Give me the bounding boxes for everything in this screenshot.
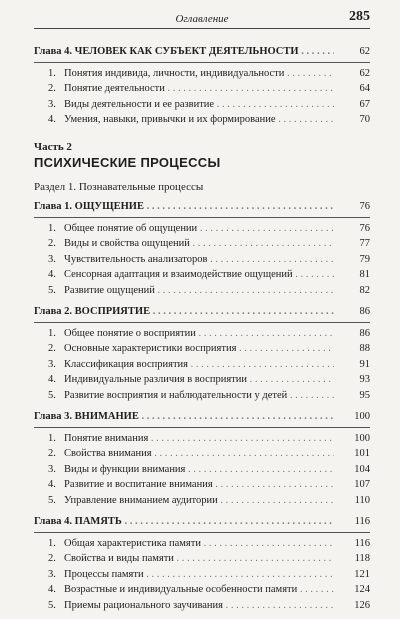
chapters-list bbox=[34, 199, 370, 619]
section-label: Сенсорная адаптация и взаимодействие ощущений bbox=[64, 269, 293, 280]
section-entry[interactable] bbox=[34, 567, 370, 583]
section-entry[interactable] bbox=[34, 551, 370, 567]
section-title bbox=[48, 341, 334, 357]
section-label: Общее понятие об ощущении bbox=[64, 222, 198, 234]
chapter-page: 116 bbox=[354, 516, 370, 527]
divider bbox=[34, 322, 370, 323]
section-number: 1. bbox=[48, 432, 56, 444]
section-entry[interactable] bbox=[34, 477, 370, 493]
section-entry[interactable] bbox=[34, 493, 370, 509]
chapter-entry[interactable] bbox=[34, 304, 370, 320]
section-page: 79 bbox=[359, 253, 370, 265]
section-label: Развитие ощущений bbox=[64, 284, 155, 296]
section-page: 82 bbox=[359, 284, 370, 296]
section-number: 2. bbox=[48, 83, 56, 94]
section-page: 64 bbox=[359, 83, 370, 94]
section-number: 1. bbox=[48, 222, 56, 234]
section-label: Классификация восприятия bbox=[64, 358, 188, 370]
section-page: 76 bbox=[359, 222, 370, 234]
section-number: 1. bbox=[48, 537, 56, 549]
section-label: Чувствительность анализаторов bbox=[64, 253, 208, 265]
section-entry[interactable] bbox=[34, 112, 370, 128]
section-label: Общая характеристика памяти bbox=[64, 537, 201, 549]
page-header bbox=[34, 8, 370, 30]
section-number: 2. bbox=[48, 343, 56, 354]
section-title bbox=[48, 236, 334, 252]
section-number: 3. bbox=[48, 568, 56, 580]
section-title bbox=[48, 536, 334, 552]
section-label: Свойства и виды памяти bbox=[64, 553, 174, 564]
section-page: 81 bbox=[359, 269, 370, 280]
section-entry[interactable] bbox=[34, 388, 370, 404]
header-rule bbox=[34, 28, 370, 29]
section-title bbox=[48, 81, 334, 97]
section-label: Виды деятельности и ее развитие bbox=[64, 98, 215, 110]
section-number: 5. bbox=[48, 494, 56, 506]
section-title bbox=[48, 551, 334, 567]
chapter-title: Глава 4. ПАМЯТЬ . . . bbox=[34, 514, 334, 530]
chapter-title: Глава 2. ВОСПРИЯТИЕ . . . bbox=[34, 304, 334, 320]
section-page: 67 bbox=[359, 98, 370, 110]
section-entry[interactable] bbox=[34, 341, 370, 357]
section-entry[interactable] bbox=[34, 97, 370, 113]
section-title bbox=[48, 252, 334, 268]
section-entry[interactable] bbox=[34, 372, 370, 388]
section-label: Понятие деятельности bbox=[64, 83, 165, 94]
section-number: 3. bbox=[48, 358, 56, 370]
section-entry[interactable] bbox=[34, 357, 370, 373]
chapter-entry[interactable] bbox=[34, 409, 370, 425]
section-number: 5. bbox=[48, 284, 56, 296]
divider bbox=[34, 532, 370, 533]
section-number: 2. bbox=[48, 448, 56, 459]
section-number: 1. bbox=[48, 327, 56, 339]
section-label: Индивидуальные различия в восприятии bbox=[64, 374, 247, 385]
section-page: 86 bbox=[359, 327, 370, 339]
section-number: 2. bbox=[48, 553, 56, 564]
divider bbox=[34, 427, 370, 428]
section-page: 104 bbox=[354, 463, 370, 475]
section-title bbox=[48, 446, 334, 462]
section-number: 5. bbox=[48, 389, 56, 401]
section-page: 107 bbox=[354, 479, 370, 490]
section-number: 4. bbox=[48, 269, 56, 280]
chapter-gap bbox=[34, 613, 370, 619]
section-title bbox=[48, 283, 334, 299]
section-number: 4. bbox=[48, 114, 56, 125]
section-title bbox=[48, 267, 334, 283]
section-page: 126 bbox=[354, 599, 370, 611]
divider bbox=[34, 217, 370, 218]
section-label: Общее понятие о восприятии bbox=[64, 327, 196, 339]
section-label: Виды и функции внимания bbox=[64, 463, 186, 475]
page-number: 285 bbox=[349, 9, 370, 24]
chapter-page: 62 bbox=[359, 46, 370, 57]
section-title bbox=[48, 221, 334, 237]
section-entry[interactable] bbox=[34, 283, 370, 299]
section-label: Процессы памяти bbox=[64, 568, 144, 580]
section-page: 110 bbox=[354, 494, 370, 506]
section-number: 4. bbox=[48, 479, 56, 490]
chapter-block-top bbox=[34, 44, 370, 128]
section-page: 88 bbox=[359, 343, 370, 354]
section-number: 4. bbox=[48, 584, 56, 595]
section-label: Свойства внимания bbox=[64, 448, 152, 459]
section-entry[interactable] bbox=[34, 81, 370, 97]
section-label: Приемы рационального заучивания bbox=[64, 599, 223, 611]
section-page: 70 bbox=[359, 114, 370, 125]
section-page: 116 bbox=[354, 537, 370, 549]
section-entry[interactable] bbox=[34, 462, 370, 478]
section-number: 5. bbox=[48, 599, 56, 611]
chapter-title: Глава 1. ОЩУЩЕНИЕ . . . bbox=[34, 199, 334, 215]
part-label: Часть 2 bbox=[34, 141, 72, 153]
section-page: 95 bbox=[359, 389, 370, 401]
chapter-entry[interactable] bbox=[34, 44, 370, 60]
section-label: Умения, навыки, привычки и их формирование bbox=[64, 114, 276, 125]
section-entry[interactable] bbox=[34, 252, 370, 268]
section-number: 2. bbox=[48, 238, 56, 249]
section-label: Понятие внимания bbox=[64, 432, 149, 444]
running-title: Оглавление bbox=[175, 13, 229, 25]
section-title bbox=[48, 326, 334, 342]
section-number: 3. bbox=[48, 98, 56, 110]
section-title bbox=[48, 567, 334, 583]
section-label: Понятия индивида, личности, индивидуальности bbox=[64, 67, 285, 79]
section-label: Возрастные и индивидуальные особенности памяти bbox=[64, 584, 298, 595]
section-label: Управление вниманием аудитории bbox=[64, 494, 218, 506]
section-label: Развитие и воспитание внимания bbox=[64, 479, 213, 490]
chapter-title: Глава 4. ЧЕЛОВЕК КАК СУБЪЕКТ ДЕЯТЕЛЬНОСТИ . . . bbox=[34, 44, 334, 60]
section-title bbox=[48, 112, 334, 128]
chapter-page: 86 bbox=[359, 306, 370, 317]
section-title bbox=[48, 357, 334, 373]
chapter-entry[interactable] bbox=[34, 514, 370, 530]
section-title bbox=[48, 388, 334, 404]
section-page: 93 bbox=[359, 374, 370, 385]
section-page: 91 bbox=[359, 358, 370, 370]
section-entry[interactable] bbox=[34, 326, 370, 342]
section-page: 118 bbox=[354, 553, 370, 564]
section-title bbox=[48, 582, 334, 598]
section-entry[interactable] bbox=[34, 536, 370, 552]
chapter-title: Глава 3. ВНИМАНИЕ . . . bbox=[34, 409, 334, 425]
section-entry[interactable] bbox=[34, 236, 370, 252]
section-label: Основные характеристики восприятия bbox=[64, 343, 237, 354]
section-page: 100 bbox=[354, 432, 370, 444]
divider bbox=[34, 62, 370, 63]
section-title bbox=[48, 431, 334, 447]
section-label: Виды и свойства ощущений bbox=[64, 238, 190, 249]
section-number: 1. bbox=[48, 67, 56, 79]
chapter-page: 100 bbox=[354, 411, 370, 422]
section-entry[interactable] bbox=[34, 446, 370, 462]
section-title bbox=[48, 66, 334, 82]
section-number: 3. bbox=[48, 253, 56, 265]
section-page: 62 bbox=[359, 67, 370, 79]
section-page: 101 bbox=[354, 448, 370, 459]
section-number: 4. bbox=[48, 374, 56, 385]
chapter-page: 76 bbox=[359, 201, 370, 212]
section-page: 121 bbox=[354, 568, 370, 580]
chapter-entry[interactable] bbox=[34, 199, 370, 215]
section-entry[interactable] bbox=[34, 267, 370, 283]
section-entry[interactable] bbox=[34, 582, 370, 598]
section-page: 124 bbox=[354, 584, 370, 595]
part-title: ПСИХИЧЕСКИЕ ПРОЦЕССЫ bbox=[34, 155, 221, 170]
section-entry[interactable] bbox=[34, 221, 370, 237]
section-label: Раздел 1. Познавательные процессы bbox=[34, 181, 204, 193]
section-title bbox=[48, 372, 334, 388]
section-title bbox=[48, 477, 334, 493]
section-title bbox=[48, 462, 334, 478]
section-title bbox=[48, 97, 334, 113]
section-label: Развитие восприятия и наблюдательности у детей bbox=[64, 389, 288, 401]
section-page: 77 bbox=[359, 238, 370, 249]
section-entry[interactable] bbox=[34, 66, 370, 82]
section-entry[interactable] bbox=[34, 431, 370, 447]
section-number: 3. bbox=[48, 463, 56, 475]
section-title bbox=[48, 493, 334, 509]
